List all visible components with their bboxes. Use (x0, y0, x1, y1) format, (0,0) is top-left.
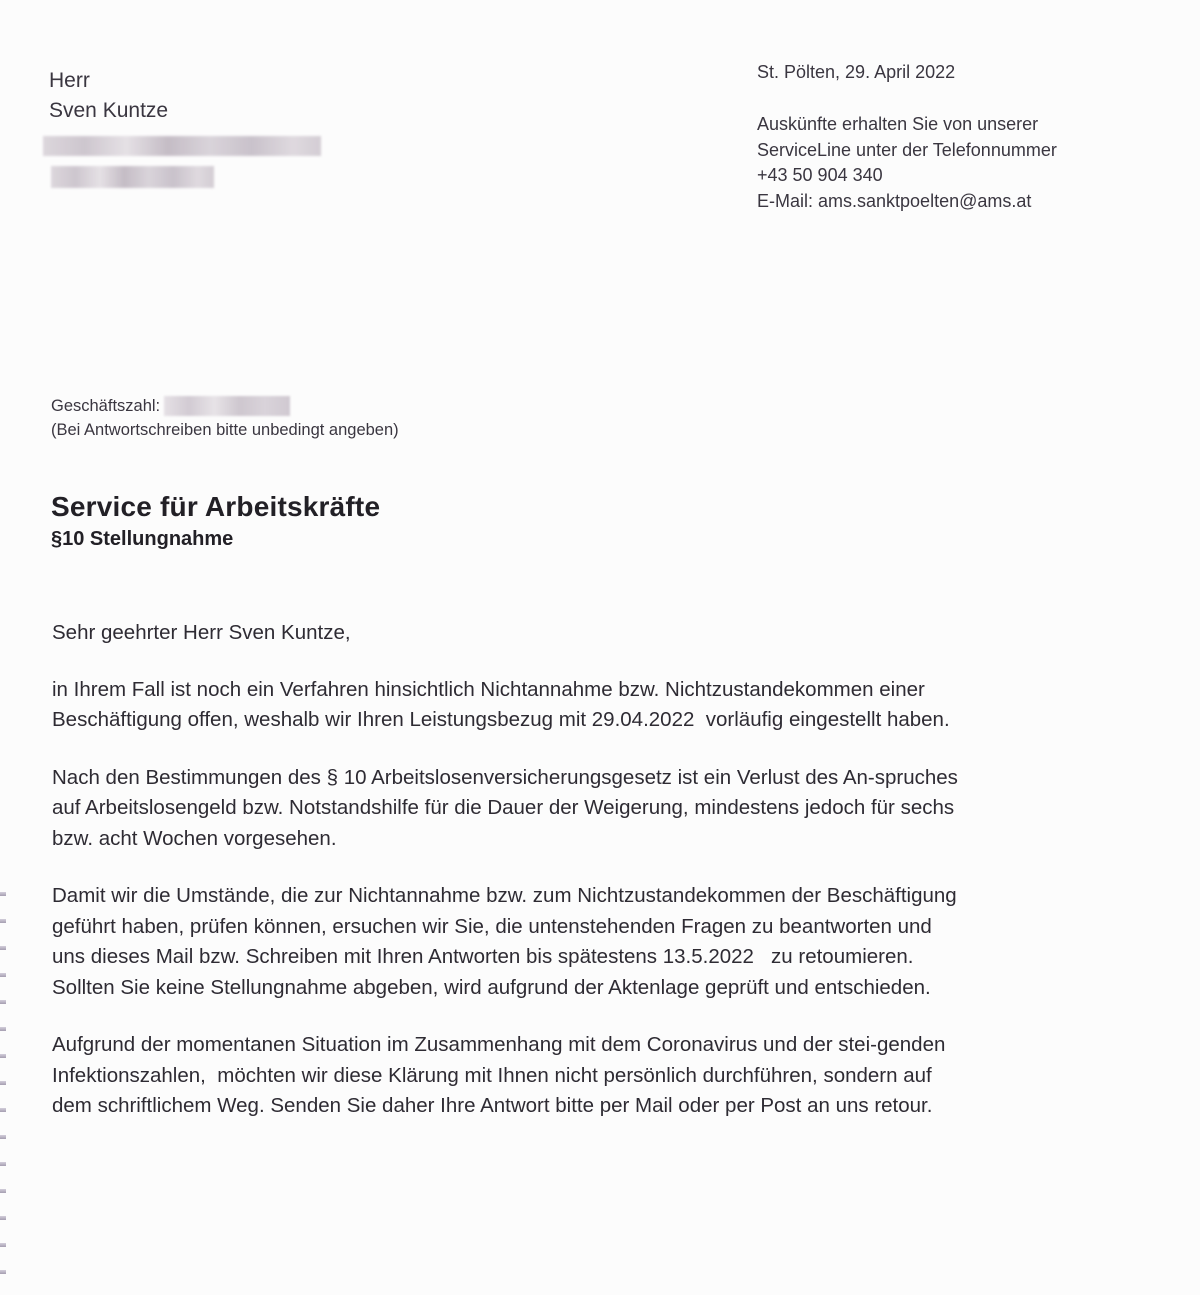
paragraph-2 (52, 763, 1152, 855)
recipient-title: Herr (49, 69, 90, 92)
recipient-address (49, 66, 321, 188)
redacted-street (43, 136, 321, 156)
paragraph-line: dem schriftlichem Weg. Senden Sie daher Ihre Antwort bitte per Mail oder per Post an uns retour. (52, 1094, 933, 1117)
paragraph-line: Beschäftigung offen, weshalb wir Ihren Leistungsbezug mit 29.04.2022 vorläufig eingestellt haben. (52, 708, 950, 731)
email-address: E-Mail: ams.sanktpoelten@ams.at (757, 190, 1032, 211)
info-line-2: ServiceLine unter der Telefonnummer (757, 139, 1057, 160)
place-date: St. Pölten, 29. April 2022 (757, 62, 956, 82)
scan-edge-artifact (0, 880, 6, 1295)
paragraph-line: Damit wir die Umstände, die zur Nichtannahme bzw. zum Nichtzustandekommen der Beschäftigung (52, 884, 957, 907)
paragraph-line: Infektionszahlen, möchten wir diese Klärung mit Ihnen nicht persönlich durchführen, sondern auf (52, 1063, 932, 1087)
redacted-reference-number (164, 396, 290, 416)
reference-label: Geschäftszahl: (51, 397, 161, 415)
redacted-city (51, 166, 214, 188)
letter-body (52, 618, 1152, 1149)
paragraph-line: bzw. acht Wochen vorgesehen. (52, 826, 337, 850)
paragraph-line: auf Arbeitslosengeld bzw. Notstandshilfe für die Dauer der Weigerung, mindestens jedoch für sechs (52, 796, 955, 819)
subject-block (51, 489, 380, 553)
paragraph-4 (52, 1030, 1152, 1122)
paragraph-line: geführt haben, prüfen können, ersuchen wir Sie, die untenstehenden Fragen zu beantworten und (52, 914, 932, 938)
subject-title: Service für Arbeitskräfte (51, 491, 381, 522)
paragraph-line: Nach den Bestimmungen des § 10 Arbeitslosenversicherungsgesetz ist ein Verlust des An-spruches (52, 765, 958, 789)
paragraph-line: Sollten Sie keine Stellungnahme abgeben, wird aufgrund der Aktenlage geprüft und entschieden. (52, 975, 931, 999)
greeting: Sehr geehrter Herr Sven Kuntze, (52, 621, 351, 644)
reference-note: (Bei Antwortschreiben bitte unbedingt angeben) (51, 421, 399, 439)
info-line-1: Auskünfte erhalten Sie von unserer (757, 114, 1039, 134)
reference-block (51, 394, 399, 442)
subject-subtitle: §10 Stellungnahme (51, 528, 234, 550)
paragraph-1 (52, 675, 1152, 736)
sender-info (757, 60, 1057, 214)
paragraph-line: uns dieses Mail bzw. Schreiben mit Ihren Antworten bis spätestens 13.5.2022 zu retoumieren. (52, 945, 914, 968)
paragraph-line: in Ihrem Fall ist noch ein Verfahren hinsichtlich Nichtannahme bzw. Nichtzustandekommen einer (52, 677, 925, 701)
paragraph-line: Aufgrund der momentanen Situation im Zusammenhang mit dem Coronavirus und der stei-genden (52, 1033, 946, 1056)
phone-number: +43 50 904 340 (757, 165, 883, 185)
paragraph-3 (52, 881, 1152, 1003)
recipient-name: Sven Kuntze (49, 99, 169, 122)
